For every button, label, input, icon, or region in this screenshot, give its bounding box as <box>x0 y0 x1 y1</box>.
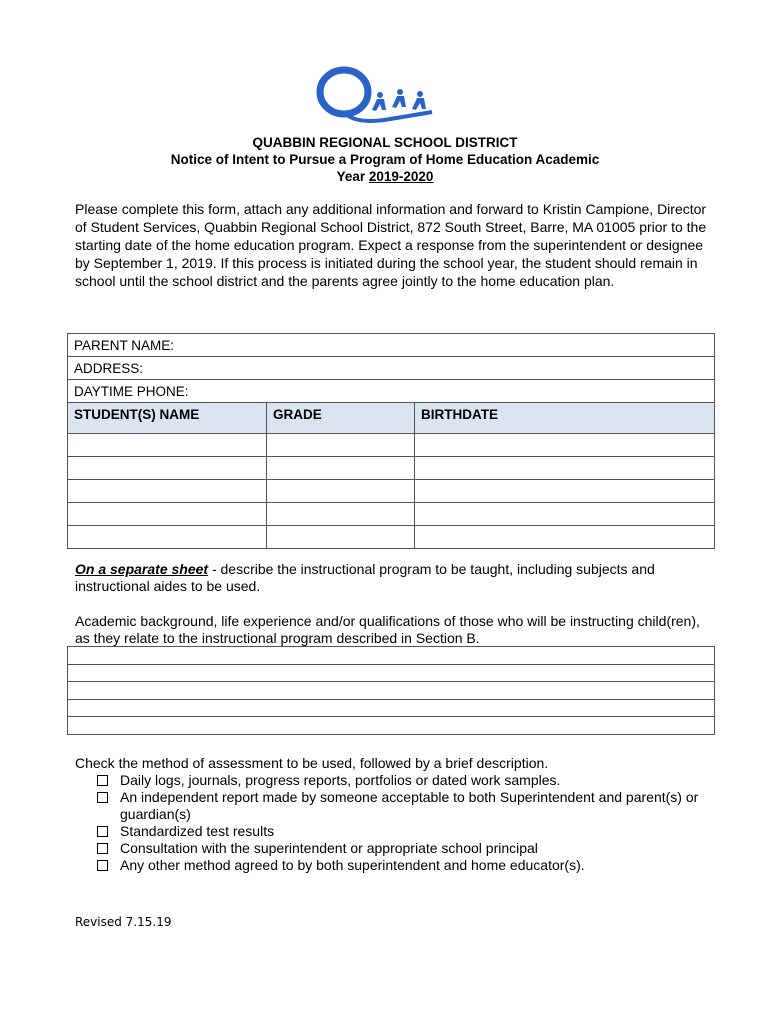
table-row <box>68 503 715 526</box>
assessment-intro: Check the method of assessment to be used, followed by a brief description. <box>75 755 549 771</box>
parent-name-field[interactable]: PARENT NAME: <box>68 334 715 357</box>
parent-student-table <box>67 333 715 549</box>
student-name-cell[interactable] <box>68 434 267 457</box>
assessment-option-other <box>97 857 715 874</box>
assessment-option-independent-report <box>97 789 715 823</box>
student-name-cell[interactable] <box>68 526 267 549</box>
revision-date: Revised 7.15.19 <box>75 915 172 929</box>
birthdate-cell[interactable] <box>415 526 715 549</box>
assessment-options <box>75 772 715 874</box>
form-year <box>0 168 770 185</box>
table-row <box>68 526 715 549</box>
birthdate-cell[interactable] <box>415 434 715 457</box>
year-value: 2019-2020 <box>368 169 434 184</box>
student-name-cell[interactable] <box>68 480 267 503</box>
birthdate-cell[interactable] <box>415 480 715 503</box>
separate-sheet-lead: On a separate sheet <box>75 561 209 577</box>
district-name: QUABBIN REGIONAL SCHOOL DISTRICT <box>252 135 518 150</box>
assessment-option-daily-logs <box>97 772 715 789</box>
student-name-cell[interactable] <box>68 503 267 526</box>
grade-cell[interactable] <box>267 457 415 480</box>
qualifications-lines <box>67 646 715 735</box>
grade-cell[interactable] <box>267 503 415 526</box>
option-label: Standardized test results <box>120 823 275 839</box>
checkbox-icon[interactable] <box>97 826 108 837</box>
option-label: Consultation with the superintendent or appropriate school principal <box>120 840 538 856</box>
table-row <box>68 480 715 503</box>
section-c-text: Academic background, life experience and/or qualifications of those who will be instructing child(ren), as they relate to the instructional program described in Section B. <box>75 613 700 646</box>
column-header-grade: GRADE <box>267 403 415 434</box>
table-row <box>68 457 715 480</box>
section-b-text <box>75 561 715 595</box>
form-title: Notice of Intent to Pursue a Program of Home Education Academic <box>170 152 600 167</box>
birthdate-cell[interactable] <box>415 457 715 480</box>
grade-cell[interactable] <box>267 526 415 549</box>
instructions-text: Please complete this form, attach any additional information and forward to Kristin Campione, Director of Student Services, Quabbin Regional School District, 872 South Street, Barre, MA 01005 prior to the starting date of the home education program. Expect a response from the superintendent or designee by September 1, 2019. If this process is initiated during the school year, the student should remain in school until the school district and the parents agree jointly to the home education plan. <box>75 201 707 289</box>
assessment-section <box>75 755 715 874</box>
section-b-description: - describe the instructional program to be taught, including subjects and instructional aides to be used. <box>75 561 655 594</box>
checkbox-icon[interactable] <box>97 860 108 871</box>
checkbox-icon[interactable] <box>97 775 108 786</box>
birthdate-cell[interactable] <box>415 503 715 526</box>
qualification-line[interactable] <box>68 699 715 717</box>
qualification-line[interactable] <box>68 717 715 735</box>
assessment-option-consultation <box>97 840 715 857</box>
column-header-birthdate: BIRTHDATE <box>415 403 715 434</box>
qualification-line[interactable] <box>68 682 715 700</box>
student-name-cell[interactable] <box>68 457 267 480</box>
assessment-option-standardized-test <box>97 823 715 840</box>
daytime-phone-field[interactable]: DAYTIME PHONE: <box>68 380 715 403</box>
table-row <box>68 434 715 457</box>
year-prefix: Year <box>336 169 369 184</box>
option-label: Any other method agreed to by both superintendent and home educator(s). <box>120 857 585 873</box>
grade-cell[interactable] <box>267 434 415 457</box>
column-header-student-name: STUDENT(S) NAME <box>68 403 267 434</box>
option-label: An independent report made by someone acceptable to both Superintendent and parent(s) or guardian(s) <box>120 789 699 822</box>
quabbin-q-logo <box>314 62 438 132</box>
checkbox-icon[interactable] <box>97 792 108 803</box>
grade-cell[interactable] <box>267 480 415 503</box>
instructions <box>75 200 707 290</box>
checkbox-icon[interactable] <box>97 843 108 854</box>
address-field[interactable]: ADDRESS: <box>68 357 715 380</box>
qualification-line[interactable] <box>68 664 715 682</box>
option-label: Daily logs, journals, progress reports, portfolios or dated work samples. <box>120 772 561 788</box>
qualification-line[interactable] <box>68 647 715 665</box>
